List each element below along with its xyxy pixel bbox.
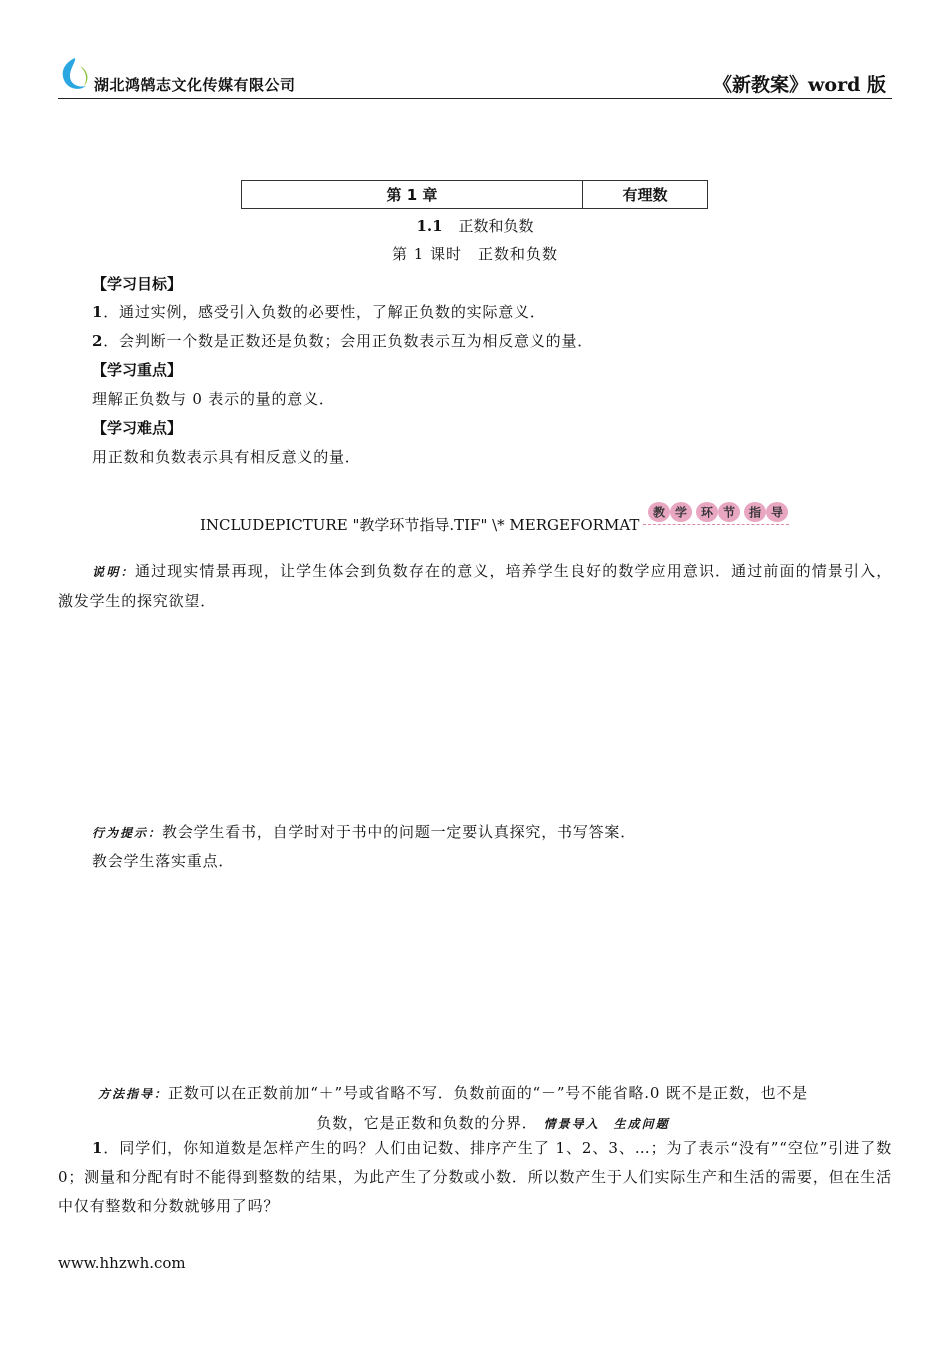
badge-underline bbox=[643, 524, 789, 525]
explanation-paragraph bbox=[58, 557, 892, 616]
question-text: ．同学们，你知道数是怎样产生的吗？人们由记数、排序产生了 1、2、3、…；为了表示“没有”“空位”引进了数 0；测量和分配有时不能得到整数的结果，为此产生了分数或小数．所以数产生于人们实际生产和生活的需要，但在生活中仅有整数和分数就够用了吗？ bbox=[58, 1139, 892, 1215]
footer-url: www.hhzwh.com bbox=[58, 1254, 186, 1272]
scenario-label: 情景导入 生成问题 bbox=[543, 1117, 670, 1131]
lesson-title: 第 1 课时 正数和负数 bbox=[391, 245, 559, 263]
badge-char: 导 bbox=[770, 505, 784, 520]
section-name: 正数和负数 bbox=[458, 217, 534, 235]
objectives-heading: 【学习目标】 bbox=[92, 275, 183, 293]
objective-text: ．通过实例，感受引入负数的必要性，了解正负数的实际意义． bbox=[103, 303, 546, 321]
difficulty-text: 用正数和负数表示具有相反意义的量． bbox=[92, 448, 361, 466]
method-tail-text: 负数，它是正数和负数的分界． bbox=[316, 1114, 538, 1132]
badge-char: 学 bbox=[674, 505, 688, 520]
header-divider bbox=[58, 98, 892, 99]
teaching-guide-badge bbox=[645, 500, 790, 526]
behavior-hint bbox=[92, 821, 636, 842]
hint-text-second: 教会学生落实重点． bbox=[92, 852, 235, 870]
objective-number: 2 bbox=[92, 332, 104, 350]
edition-label: 《新教案》word 版 bbox=[713, 74, 886, 96]
page-header bbox=[58, 56, 892, 100]
method-text: 正数可以在正数前加“＋”号或省略不写．负数前面的“－”号不能省略.0 既不是正数，也不是 bbox=[168, 1084, 808, 1102]
include-picture-field: INCLUDEPICTURE "教学环节指导.TIF" \* MERGEFORMAT bbox=[200, 516, 640, 534]
chapter-number: 第 1 章 bbox=[242, 181, 583, 208]
question-number: 1 bbox=[92, 1139, 104, 1157]
difficulty-heading: 【学习难点】 bbox=[92, 419, 183, 437]
chapter-title-table bbox=[241, 180, 708, 209]
section-number: 1.1 bbox=[416, 217, 443, 235]
objective-item bbox=[92, 330, 593, 351]
method-label: 方法指导： bbox=[98, 1087, 169, 1101]
objective-item bbox=[92, 301, 546, 322]
keypoints-text: 理解正负数与 0 表示的量的意义． bbox=[92, 390, 335, 408]
badge-char: 环 bbox=[700, 505, 714, 520]
badge-char: 指 bbox=[748, 505, 762, 520]
section-title bbox=[0, 215, 950, 236]
explanation-label: 说明： bbox=[92, 565, 135, 579]
objective-number: 1 bbox=[92, 303, 104, 321]
explanation-text: 通过现实情景再现，让学生体会到负数存在的意义，培养学生良好的数学应用意识．通过前面的情景引入，激发学生的探究欲望． bbox=[58, 562, 892, 610]
badge-char: 节 bbox=[722, 505, 736, 520]
company-logo-icon bbox=[58, 56, 92, 92]
question-paragraph bbox=[58, 1134, 892, 1221]
method-guidance bbox=[98, 1079, 888, 1139]
objective-text: ．会判断一个数是正数还是负数；会用正负数表示互为相反意义的量． bbox=[103, 332, 594, 350]
badge-char: 教 bbox=[652, 505, 666, 520]
hint-label: 行为提示： bbox=[92, 826, 163, 840]
chapter-title: 有理数 bbox=[622, 186, 668, 204]
keypoints-heading: 【学习重点】 bbox=[92, 361, 183, 379]
hint-text: 教会学生看书，自学时对于书中的问题一定要认真探究，书写答案． bbox=[162, 823, 637, 841]
company-name: 湖北鸿鹄志文化传媒有限公司 bbox=[94, 76, 296, 94]
